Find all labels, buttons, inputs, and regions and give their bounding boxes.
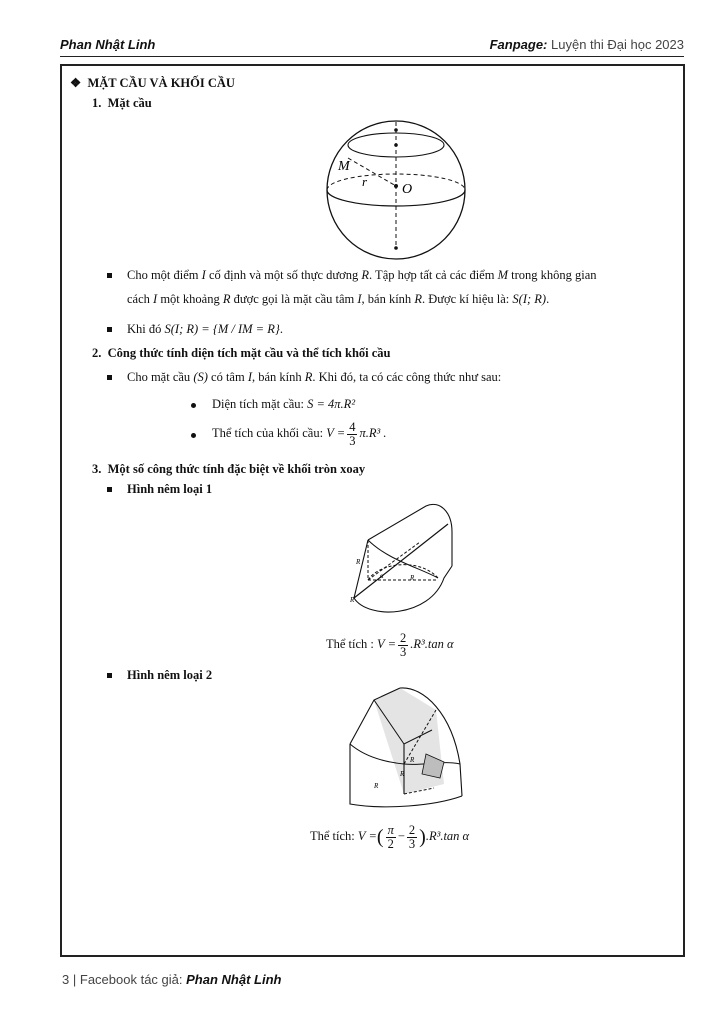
fraction-denominator: 2 <box>387 836 394 851</box>
text-segment: , bán kính <box>251 370 305 384</box>
wedge1-title: Hình nêm loại 1 <box>127 482 213 496</box>
text-segment: Cho một điểm <box>127 268 202 282</box>
footer-author: Phan Nhật Linh <box>186 972 282 987</box>
math-var: I <box>153 292 158 306</box>
wedge2-figure <box>344 684 468 812</box>
fraction-denominator: 3 <box>408 836 416 851</box>
wedge1-label-r3: R <box>410 574 415 582</box>
sphere-label-r: r <box>362 174 368 189</box>
fraction <box>398 632 408 659</box>
left-paren: ( <box>376 826 384 849</box>
square-bullet-icon <box>107 487 112 492</box>
part1-bullet1-line2: cách I một khoảng R được gọi là mặt cầu tâm I, bán kính R. Được kí hiệu là: S(I; R). <box>127 292 550 306</box>
part1-bullet1-line1 <box>127 268 597 283</box>
fraction <box>407 824 417 851</box>
page-number: 3 <box>62 972 70 987</box>
part2-number: 2. <box>92 346 102 360</box>
math-var: R <box>361 268 370 282</box>
wedge2-label-r3: R <box>400 770 405 778</box>
part2-heading <box>92 346 391 361</box>
math-var: I <box>201 268 206 282</box>
text-segment: , bán kính <box>361 292 415 306</box>
fanpage-label: Fanpage: <box>489 37 548 52</box>
math-var: M <box>497 268 508 282</box>
fraction-denominator: 3 <box>349 433 356 448</box>
text-segment: . Khi đó, ta có các công thức như sau: <box>312 370 502 384</box>
fraction <box>347 421 357 448</box>
wedge1-label-r1: R <box>356 558 361 566</box>
text-segment: trong không gian <box>508 268 597 282</box>
text-segment: . Tập hợp tất cả các điểm <box>369 268 498 282</box>
formula-rhs: π.R³ . <box>359 426 387 440</box>
fraction-numerator: 2 <box>408 822 416 837</box>
text-segment: cố định và một số thực dương <box>205 268 362 282</box>
footer-label: Facebook tác giả: <box>79 972 183 987</box>
square-bullet-icon <box>107 673 112 678</box>
diamond-bullet-icon: ❖ <box>70 76 82 90</box>
text-segment: một khoảng <box>157 292 223 306</box>
formula-lhs: V = <box>326 426 346 440</box>
area-label: Diện tích mặt cầu: <box>212 397 308 411</box>
text-segment: Khi đó <box>127 322 165 336</box>
right-paren: ) <box>419 826 426 849</box>
formula-label: Thể tích : <box>326 637 378 651</box>
volume-formula-line <box>212 418 386 448</box>
wedge2-label-r2: R <box>410 756 415 764</box>
text-segment: Cho mặt cầu <box>127 370 194 384</box>
wedge2-label-r1: R <box>374 782 379 790</box>
square-bullet-icon <box>107 273 112 278</box>
square-bullet-icon <box>107 375 112 380</box>
part3-title: Một số công thức tính đặc biệt về khối tròn xoay <box>107 462 366 476</box>
formula-rhs: .R³.tan α <box>425 829 470 843</box>
header-author: Phan Nhật Linh <box>60 37 156 52</box>
part1-bullet2: Khi đó S(I; R) = {M / IM = R}. <box>127 322 283 336</box>
text-segment: có tâm <box>207 370 248 384</box>
page-footer <box>62 972 281 987</box>
math-var: R <box>222 292 231 306</box>
sphere-label-m: M <box>338 159 350 174</box>
round-bullet-icon <box>191 433 196 438</box>
part3-heading <box>92 462 365 477</box>
sphere-definition-formula: S(I; R) = {M / IM = R} <box>164 322 280 336</box>
text-segment: được gọi là mặt cầu tâm <box>230 292 358 306</box>
fraction-denominator: 3 <box>400 644 407 659</box>
math-var: R <box>304 370 313 384</box>
fraction-numerator: π <box>387 822 394 837</box>
part2-title: Công thức tính diện tích mặt cầu và thể tích khối cầu <box>107 346 391 360</box>
wedge2-title: Hình nêm loại 2 <box>127 668 213 682</box>
header-fanpage <box>490 37 684 52</box>
formula-rhs: .R³.tan α <box>410 637 454 651</box>
part1-number: 1. <box>92 96 102 110</box>
square-bullet-icon <box>107 327 112 332</box>
wedge1-label-alpha: α <box>380 572 384 580</box>
text-segment: cách <box>127 292 154 306</box>
text-segment: . Được kí hiệu là: <box>421 292 513 306</box>
fraction-numerator: 2 <box>400 630 407 645</box>
volume-label: Thể tích của khối cầu: <box>212 426 327 440</box>
wedge1-figure <box>340 502 462 628</box>
wedge2-formula <box>310 816 469 857</box>
page-header <box>60 36 684 57</box>
formula-lhs: V = <box>377 637 397 651</box>
math-var: I <box>357 292 362 306</box>
part1-title: Mặt cầu <box>107 96 152 110</box>
sphere-notation: S(I; R) <box>512 292 547 306</box>
formula-lhs: V = <box>357 829 377 843</box>
wedge1-label-r2: R <box>350 596 355 604</box>
formula-label: Thể tích: <box>310 829 358 843</box>
part1-heading <box>92 96 152 111</box>
math-var: R <box>414 292 422 306</box>
fraction <box>386 824 396 851</box>
fanpage-value: Luyện thi Đại học 2023 <box>551 37 684 52</box>
part2-intro <box>127 370 501 385</box>
section-title: MẶT CẦU VÀ KHỐI CẦU <box>87 76 235 90</box>
fraction-numerator: 4 <box>349 419 356 434</box>
round-bullet-icon <box>191 403 196 408</box>
sphere-figure <box>318 118 474 264</box>
math-var: (S) <box>193 370 208 384</box>
area-formula: S = 4π.R² <box>307 397 356 411</box>
wedge1-formula <box>326 626 454 662</box>
footer-separator: | <box>72 972 77 987</box>
sphere-label-o: O <box>402 182 413 197</box>
part3-number: 3. <box>92 462 102 476</box>
section-heading <box>70 76 235 91</box>
area-formula-line <box>212 397 355 412</box>
math-var: I <box>247 370 252 384</box>
minus-sign: − <box>397 829 405 843</box>
